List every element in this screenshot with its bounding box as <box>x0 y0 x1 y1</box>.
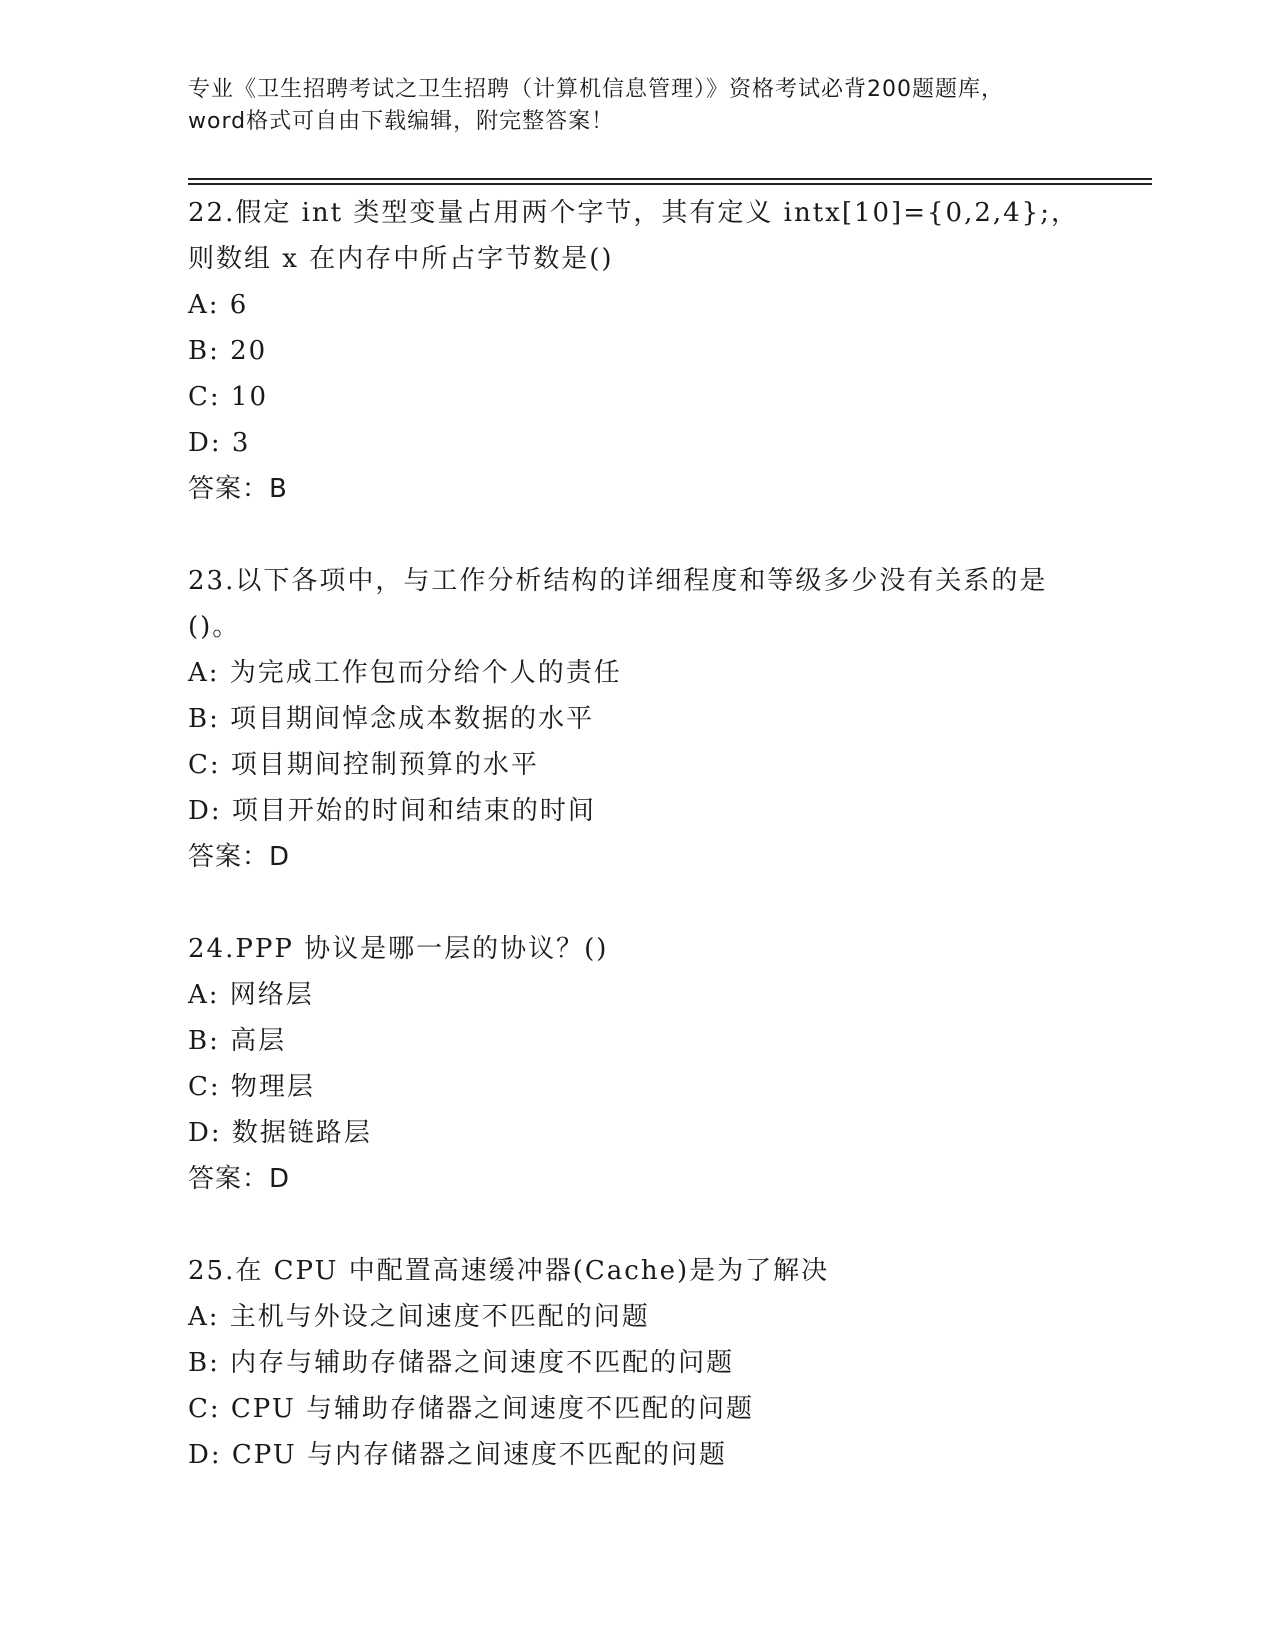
option-d: D: 数据链路层 <box>188 1118 372 1148</box>
option-a: A: 6 <box>188 290 249 320</box>
option-d: D: 项目开始的时间和结束的时间 <box>188 796 596 826</box>
question-25 <box>188 1248 1152 1478</box>
question-stem-line: 则数组 x 在内存中所占字节数是() <box>188 244 614 274</box>
header-divider-top <box>188 178 1152 180</box>
question-spacer <box>188 880 1152 926</box>
option-d: D: 3 <box>188 428 251 458</box>
option-d: D: CPU 与内存储器之间速度不匹配的问题 <box>188 1440 727 1470</box>
header-divider-bottom <box>188 183 1152 185</box>
question-22 <box>188 190 1152 512</box>
option-b: B: 高层 <box>188 1026 287 1056</box>
question-list <box>188 190 1152 1478</box>
question-spacer <box>188 512 1152 558</box>
answer-label: 答案：D <box>188 842 291 872</box>
document-header <box>188 74 1088 138</box>
question-23 <box>188 558 1152 880</box>
option-b: B: 项目期间悼念成本数据的水平 <box>188 704 595 734</box>
question-24 <box>188 926 1152 1202</box>
header-line-2: word格式可自由下载编辑，附完整答案！ <box>188 109 615 134</box>
question-stem-line: 24.PPP 协议是哪一层的协议？() <box>188 934 609 964</box>
option-c: C: 10 <box>188 382 269 412</box>
option-a: A: 主机与外设之间速度不匹配的问题 <box>188 1302 650 1332</box>
question-stem-line: ()。 <box>188 612 241 642</box>
option-b: B: 20 <box>188 336 268 366</box>
answer-label: 答案：B <box>188 474 288 504</box>
option-a: A: 网络层 <box>188 980 314 1010</box>
option-c: C: 项目期间控制预算的水平 <box>188 750 539 780</box>
question-stem-line: 23.以下各项中，与工作分析结构的详细程度和等级多少没有关系的是 <box>188 566 1048 596</box>
option-c: C: 物理层 <box>188 1072 315 1102</box>
option-a: A: 为完成工作包而分给个人的责任 <box>188 658 622 688</box>
header-line-1: 专业《卫生招聘考试之卫生招聘（计算机信息管理）》资格考试必背200题题库， <box>188 77 1004 102</box>
answer-label: 答案：D <box>188 1164 291 1194</box>
option-b: B: 内存与辅助存储器之间速度不匹配的问题 <box>188 1348 735 1378</box>
question-spacer <box>188 1202 1152 1248</box>
question-stem-line: 22.假定 int 类型变量占用两个字节，其有定义 intx[10]={0,2,4};， <box>188 198 1079 228</box>
option-c: C: CPU 与辅助存储器之间速度不匹配的问题 <box>188 1394 755 1424</box>
question-stem-line: 25.在 CPU 中配置高速缓冲器(Cache)是为了解决 <box>188 1256 830 1286</box>
